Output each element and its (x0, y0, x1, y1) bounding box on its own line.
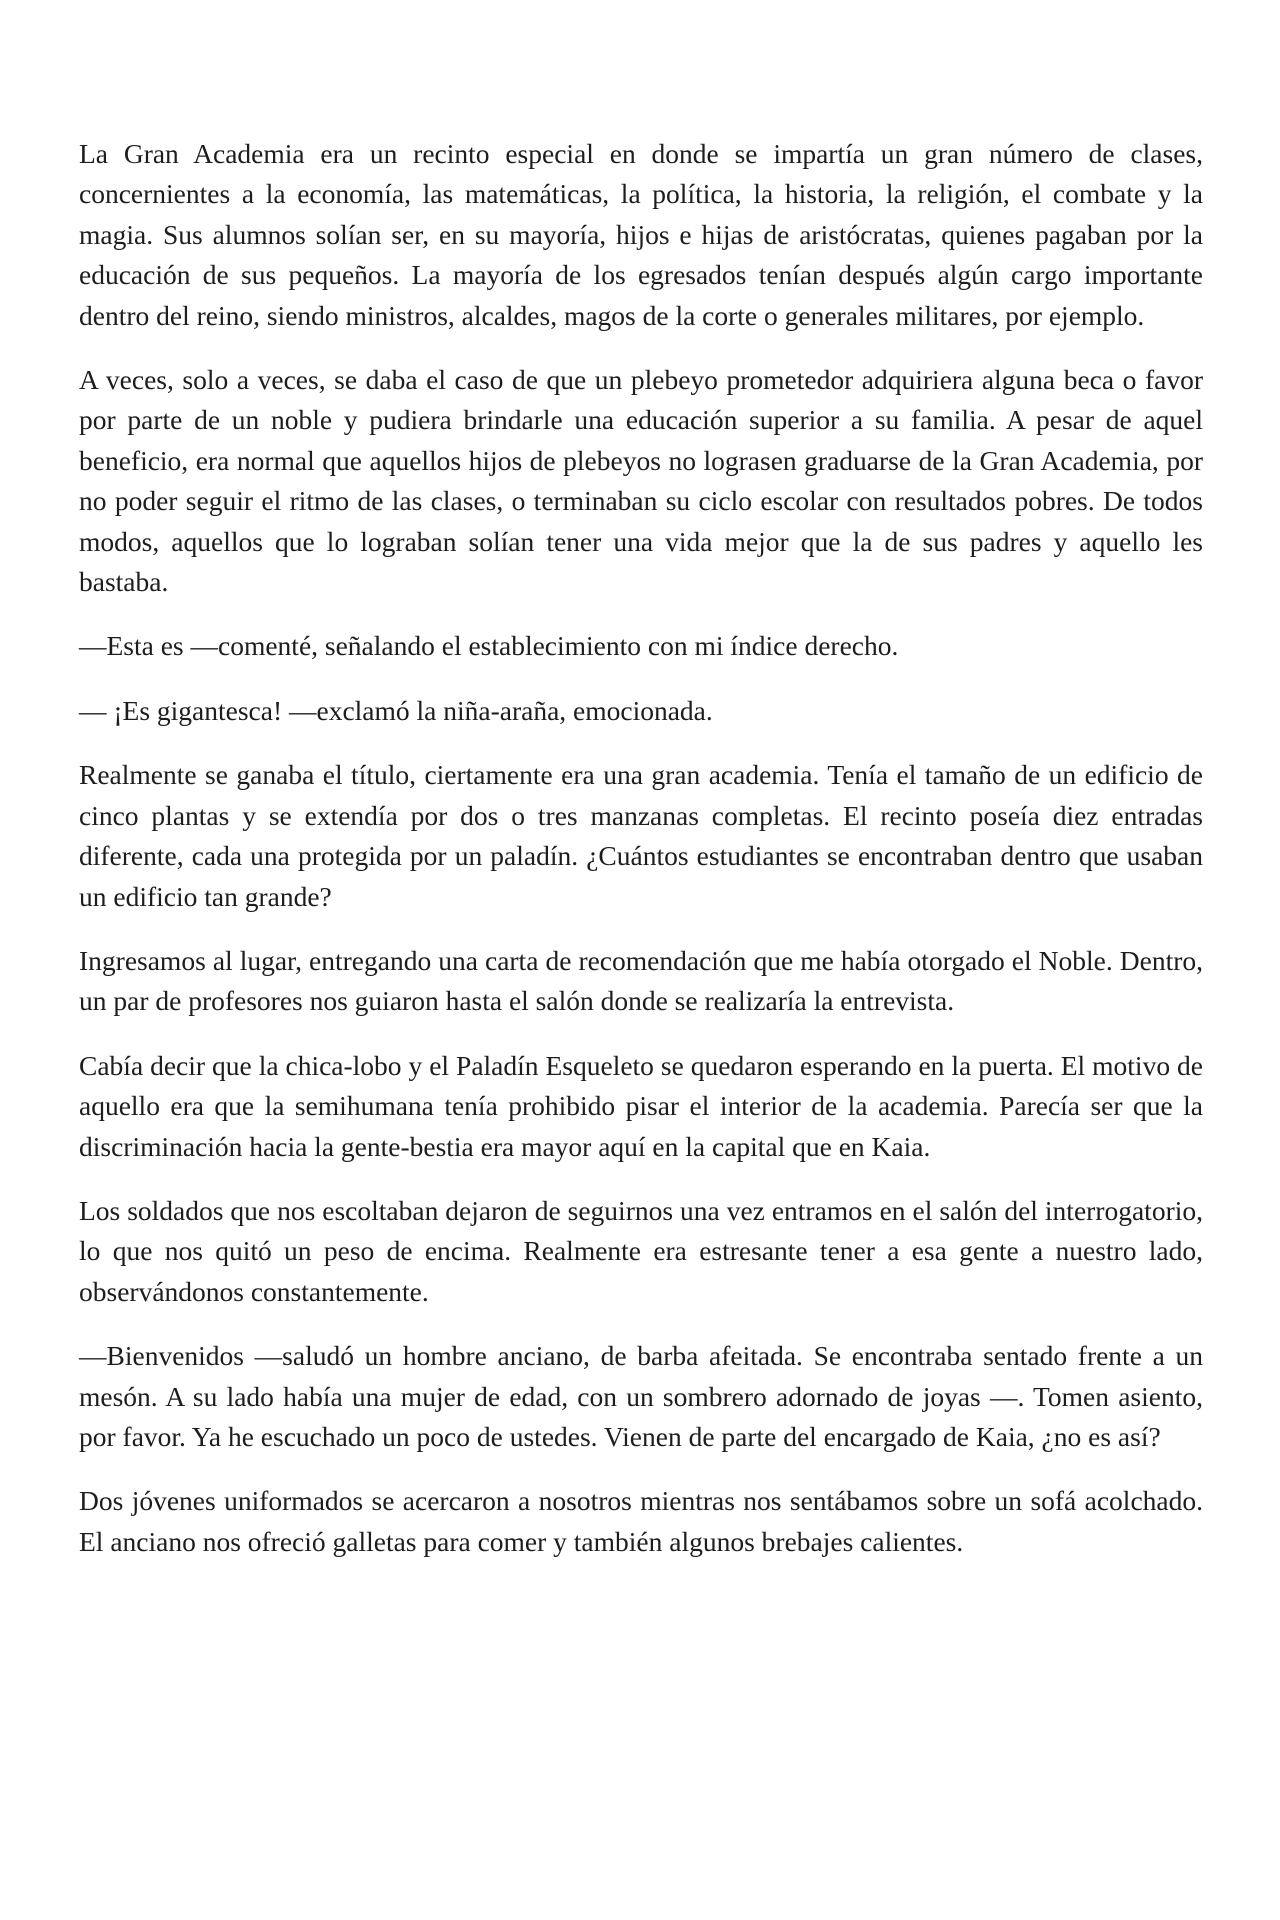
paragraph-entering: Ingresamos al lugar, entregando una carta de recomendación que me había otorgado el Noble. Dentro, un par de profesores nos guiaron hasta el salón donde se realizaría la entrevista. (79, 944, 1203, 1017)
paragraph-soldiers: Los soldados que nos escoltaban dejaron de seguirnos una vez entramos en el salón del interrogatorio, lo que nos quitó un peso de encima. Realmente era estresante tener a esa gente a nuestro lado, observándonos constantemente. (79, 1194, 1203, 1307)
document-page (79, 134, 1203, 1586)
paragraph-building-size: Realmente se ganaba el título, ciertamente era una gran academia. Tenía el tamaño de un edificio de cinco plantas y se extendía por dos o tres manzanas completas. El recinto poseía diez entradas diferente, cada una protegida por un paladín. ¿Cuántos estudiantes se encontraban dentro que usaban un edificio tan grande? (79, 759, 1203, 912)
paragraph-waiting-outside: Cabía decir que la chica-lobo y el Paladín Esqueleto se quedaron esperando en la puerta. El motivo de aquello era que la semihumana tenía prohibido pisar el interior de la academia. Parecía ser que la discriminación hacia la gente-bestia era mayor aquí en la capital que en Kaia. (79, 1049, 1203, 1162)
paragraph-dialogue-gigantesca: — ¡Es gigantesca! —exclamó la niña-araña, emocionada. (79, 694, 713, 726)
paragraph-dialogue-esta-es: —Esta es —comenté, señalando el establecimiento con mi índice derecho. (79, 630, 899, 662)
paragraph-academy-description: La Gran Academia era un recinto especial en donde se impartía un gran número de clases, concernientes a la economía, las matemáticas, la política, la historia, la religión, el combate y la magia. Sus alumnos solían ser, en su mayoría, hijos e hijas de aristócratas, quienes pagaban por la educación de sus pequeños. La mayoría de los egresados tenían después algún cargo importante dentro del reino, siendo ministros, alcaldes, magos de la corte o generales militares, por ejemplo. (79, 138, 1203, 331)
paragraph-commoners: A veces, solo a veces, se daba el caso de que un plebeyo prometedor adquiriera alguna beca o favor por parte de un noble y pudiera brindarle una educación superior a su familia. A pesar de aquel beneficio, era normal que aquellos hijos de plebeyos no lograsen graduarse de la Gran Academia, por no poder seguir el ritmo de las clases, o terminaban su ciclo escolar con resultados pobres. De todos modos, aquellos que lo lograban solían tener una vida mejor que la de sus padres y aquello les bastaba. (79, 364, 1203, 598)
paragraph-sofa: Dos jóvenes uniformados se acercaron a nosotros mientras nos sentábamos sobre un sofá acolchado. El anciano nos ofreció galletas para comer y también algunos brebajes calientes. (79, 1485, 1203, 1557)
paragraph-dialogue-bienvenidos: —Bienvenidos —saludó un hombre anciano, de barba afeitada. Se encontraba sentado frente a un mesón. A su lado había una mujer de edad, con un sombrero adornado de joyas —. Tomen asiento, por favor. Ya he escuchado un poco de ustedes. Vienen de parte del encargado de Kaia, ¿no es así? (79, 1340, 1203, 1452)
